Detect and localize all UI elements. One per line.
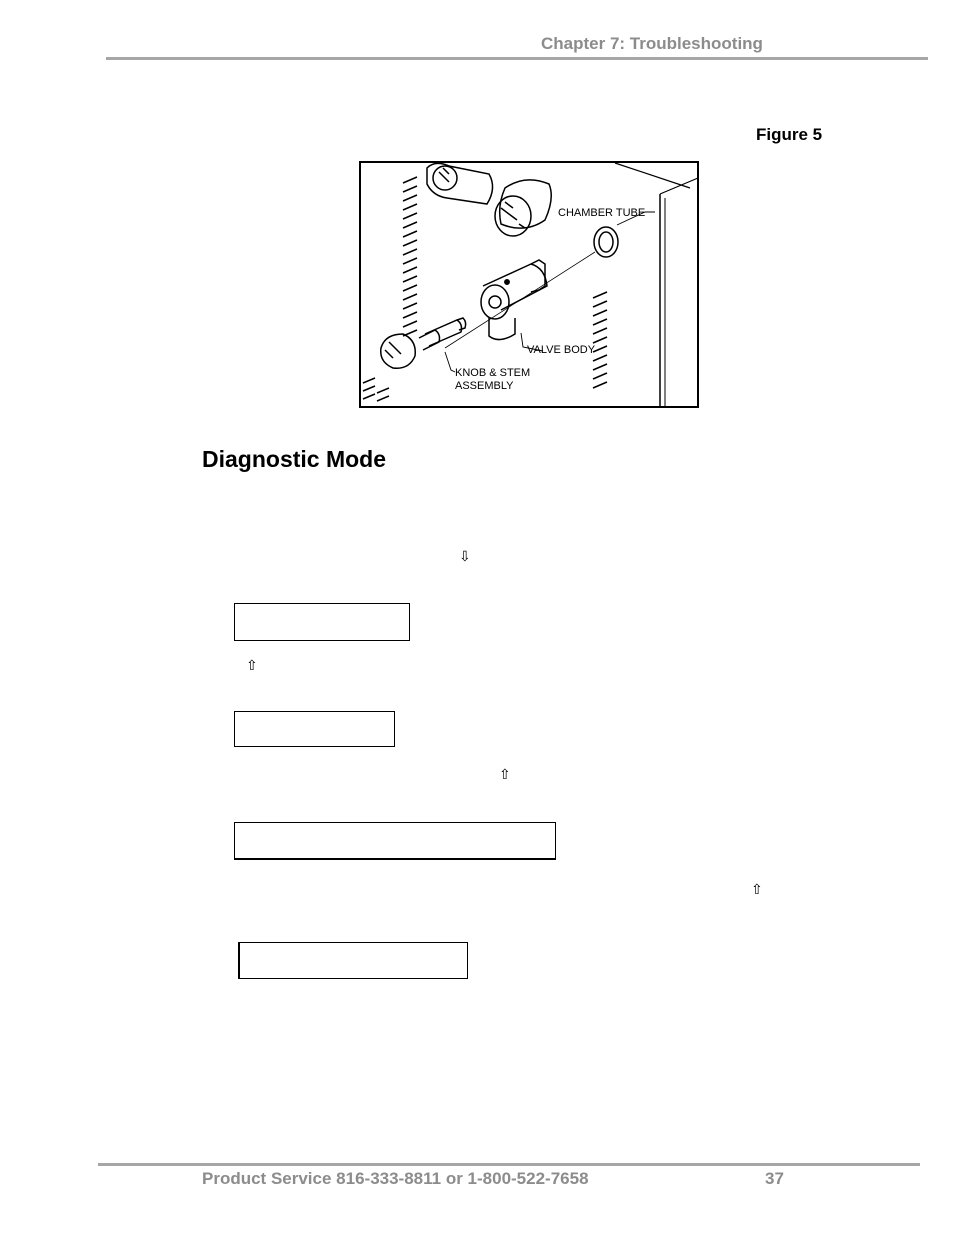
display-box-1	[234, 603, 410, 641]
section-heading: Diagnostic Mode	[202, 446, 387, 472]
figure-label: Figure 5	[756, 125, 823, 144]
chamber-tube-ring	[594, 227, 618, 257]
valve-body	[481, 260, 547, 340]
up-arrow-icon: ⇧	[751, 882, 763, 898]
footer-divider	[98, 1163, 920, 1166]
left-vent-slots	[363, 177, 417, 401]
valve-assembly-diagram	[355, 158, 700, 420]
display-box-3	[234, 822, 556, 860]
valve-body-callout: VALVE BODY	[527, 344, 596, 356]
chapter-title: Chapter 7: Troubleshooting	[541, 34, 763, 53]
top-knob	[427, 163, 493, 204]
display-box-4	[238, 942, 468, 979]
knob-stem-callout-line2: ASSEMBLY	[455, 380, 514, 392]
product-service-contact: Product Service 816-333-8811 or 1-800-522-7658	[202, 1169, 589, 1188]
page-number: 37	[765, 1169, 784, 1188]
right-vent-slots	[593, 292, 607, 388]
down-arrow-icon: ⇩	[459, 549, 471, 565]
middle-knob	[495, 180, 551, 236]
header-divider	[106, 57, 928, 60]
chamber-tube-callout: CHAMBER TUBE	[558, 207, 646, 219]
up-arrow-icon: ⇧	[499, 767, 511, 783]
knob-stem-callout-line1: KNOB & STEM	[455, 367, 531, 379]
display-box-2	[234, 711, 395, 747]
up-arrow-icon: ⇧	[246, 658, 258, 674]
